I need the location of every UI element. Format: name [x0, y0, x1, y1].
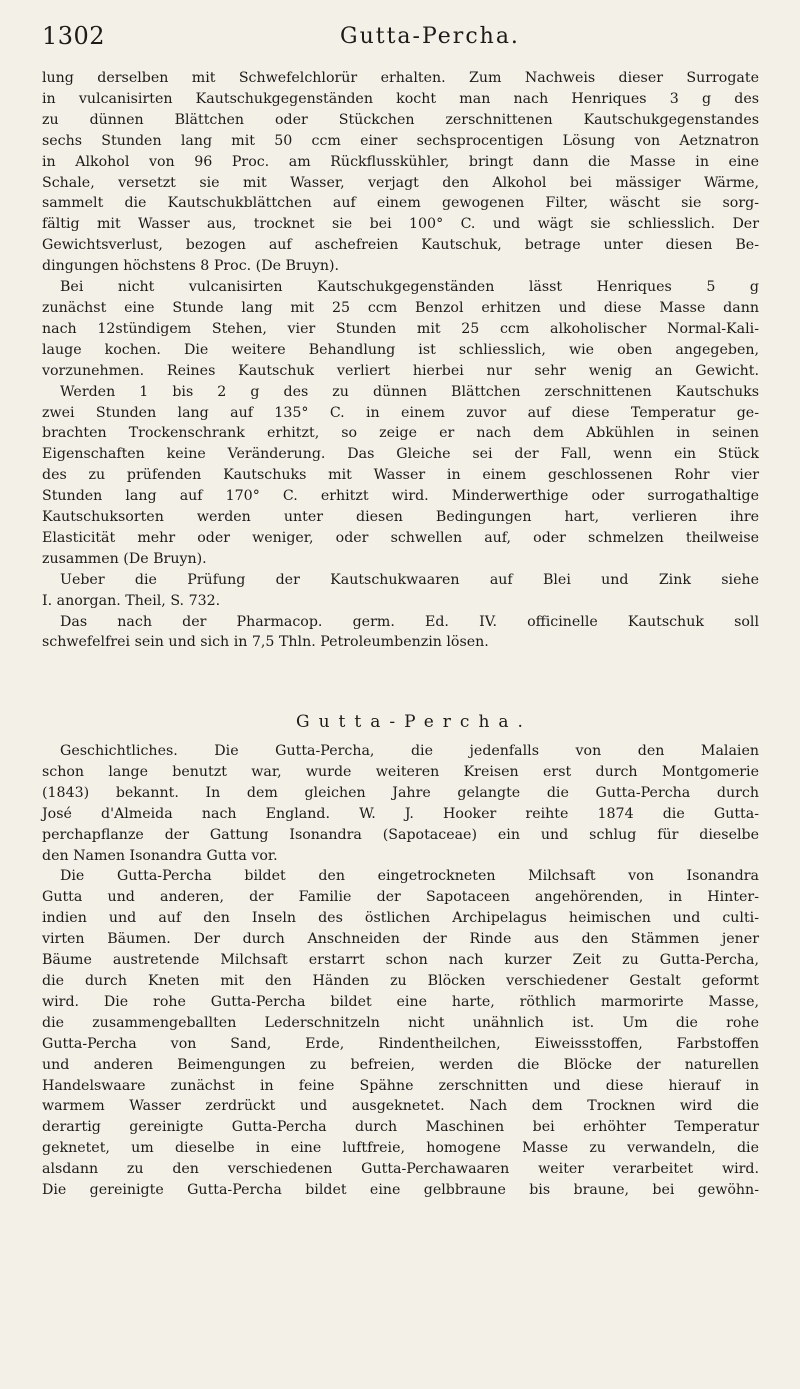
text-line: perchapflanze der Gattung Isonandra (Sapotaceae) ein und schlug für dieselbe [42, 826, 759, 843]
text-line: brachten Trockenschrank erhitzt, so zeige er nach dem Abkühlen in seinen [42, 425, 759, 442]
text-line: Gutta und anderen, der Familie der Sapotaceen angehörenden, in Hinter- [42, 889, 759, 906]
text-line: zusammen (De Bruyn). [42, 550, 207, 567]
text-line: Handelswaare zunächst in feine Spähne zerschnitten und diese hierauf in [42, 1077, 759, 1094]
text-line: die durch Kneten mit den Händen zu Blöcken verschiedener Gestalt geformt [42, 972, 759, 989]
text-line: schwefelfrei sein und sich in 7,5 Thln. Petroleumbenzin lösen. [42, 634, 489, 651]
text-line: warmem Wasser zerdrückt und ausgeknetet. Nach dem Trocknen wird die [42, 1098, 759, 1115]
text-line: Bei nicht vulcanisirten Kautschukgegenständen lässt Henriques 5 g [60, 279, 759, 296]
text-line: I. anorgan. Theil, S. 732. [42, 592, 221, 609]
text-line: Eigenschaften keine Veränderung. Das Gleiche sei der Fall, wenn ein Stück [42, 446, 759, 463]
text-line: und anderen Beimengungen zu befreien, werden die Blöcke der naturellen [42, 1056, 759, 1073]
section-heading: Gutta-Percha. [296, 712, 532, 732]
text-line: lauge kochen. Die weitere Behandlung ist schliesslich, wie oben angegeben, [42, 341, 759, 358]
text-line: zunächst eine Stunde lang mit 25 ccm Benzol erhitzen und diese Masse dann [42, 299, 759, 316]
text-line: vorzunehmen. Reines Kautschuk verliert hierbei nur sehr wenig an Gewicht. [42, 362, 759, 379]
text-line: zu dünnen Blättchen oder Stückchen zerschnittenen Kautschukgegenstandes [42, 111, 759, 128]
text-line: José d'Almeida nach England. W. J. Hooker reihte 1874 die Gutta- [42, 805, 759, 822]
text-line: Gutta-Percha von Sand, Erde, Rindentheilchen, Eiweissstoffen, Farbstoffen [42, 1035, 759, 1052]
text-line: (1843) bekannt. In dem gleichen Jahre gelangte die Gutta-Percha durch [42, 784, 759, 801]
text-line: Geschichtliches. Die Gutta-Percha, die jedenfalls von den Malaien [60, 743, 759, 759]
text-line: Bäume austretende Milchsaft erstarrt schon nach kurzer Zeit zu Gutta-Percha, [42, 952, 759, 969]
text-line: dingungen höchstens 8 Proc. (De Bruyn). [42, 258, 340, 275]
text-line: sammelt die Kautschukblättchen auf einem gewogenen Filter, wäscht sie sorg- [42, 195, 759, 212]
text-line: virten Bäumen. Der durch Anschneiden der Rinde aus den Stämmen jener [42, 931, 759, 948]
text-line: Elasticität mehr oder weniger, oder schwellen auf, oder schmelzen theilweise [42, 529, 759, 546]
running-title: Gutta-Percha. [340, 24, 520, 49]
text-line: schon lange benutzt war, wurde weiteren Kreisen erst durch Montgomerie [42, 763, 759, 780]
text-line: Schale, versetzt sie mit Wasser, verjagt den Alkohol bei mässiger Wärme, [42, 174, 759, 191]
text-line: Gewichtsverlust, bezogen auf aschefreien Kautschuk, betrage unter diesen Be- [42, 237, 759, 254]
text-line: Stunden lang auf 170° C. erhitzt wird. Minderwerthige oder surrogathaltige [42, 488, 759, 505]
text-line: wird. Die rohe Gutta-Percha bildet eine harte, röthlich marmorirte Masse, [42, 993, 759, 1010]
text-line: lung derselben mit Schwefelchlorür erhalten. Zum Nachweis dieser Surrogate [42, 70, 759, 86]
text-line: zwei Stunden lang auf 135° C. in einem zuvor auf diese Temperatur ge- [42, 404, 759, 421]
section-gutta-percha [42, 741, 759, 1201]
text-line: sechs Stunden lang mit 50 ccm einer sechsprocentigen Lösung von Aetznatron [42, 132, 759, 149]
text-line: in vulcanisirten Kautschukgegenständen kocht man nach Henriques 3 g des [42, 90, 759, 107]
text-line: Kautschuksorten werden unter diesen Bedingungen hart, verlieren ihre [42, 509, 759, 526]
text-line: fältig mit Wasser aus, trocknet sie bei 100° C. und wägt sie schliesslich. Der [42, 216, 759, 233]
section-kautschuk-tests [42, 68, 759, 653]
text-line: derartig gereinigte Gutta-Percha durch Maschinen bei erhöhter Temperatur [42, 1119, 759, 1136]
text-line: indien und auf den Inseln des östlichen Archipelagus heimischen und culti- [42, 910, 759, 927]
text-line: den Namen Isonandra Gutta vor. [42, 847, 278, 864]
text-line: Werden 1 bis 2 g des zu dünnen Blättchen zerschnittenen Kautschuks [60, 383, 759, 400]
text-line: Die Gutta-Percha bildet den eingetrockneten Milchsaft von Isonandra [60, 868, 759, 885]
text-line: die zusammengeballten Lederschnitzeln nicht unähnlich ist. Um die rohe [42, 1014, 759, 1031]
text-line: in Alkohol von 96 Proc. am Rückflusskühler, bringt dann die Masse in eine [42, 153, 759, 170]
text-line: nach 12stündigem Stehen, vier Stunden mit 25 ccm alkoholischer Normal-Kali- [42, 320, 759, 337]
page-number: 1302 [42, 22, 106, 50]
text-line: geknetet, um dieselbe in eine luftfreie, homogene Masse zu verwandeln, die [42, 1140, 759, 1157]
text-line: des zu prüfenden Kautschuks mit Wasser in einem geschlossenen Rohr vier [42, 467, 759, 484]
text-line: Das nach der Pharmacop. germ. Ed. IV. officinelle Kautschuk soll [60, 613, 759, 630]
text-line: Ueber die Prüfung der Kautschukwaaren auf Blei und Zink siehe [60, 571, 759, 588]
text-line: alsdann zu den verschiedenen Gutta-Perchawaaren weiter verarbeitet wird. [42, 1161, 759, 1178]
text-line: Die gereinigte Gutta-Percha bildet eine gelbbraune bis braune, bei gewöhn- [42, 1182, 759, 1199]
